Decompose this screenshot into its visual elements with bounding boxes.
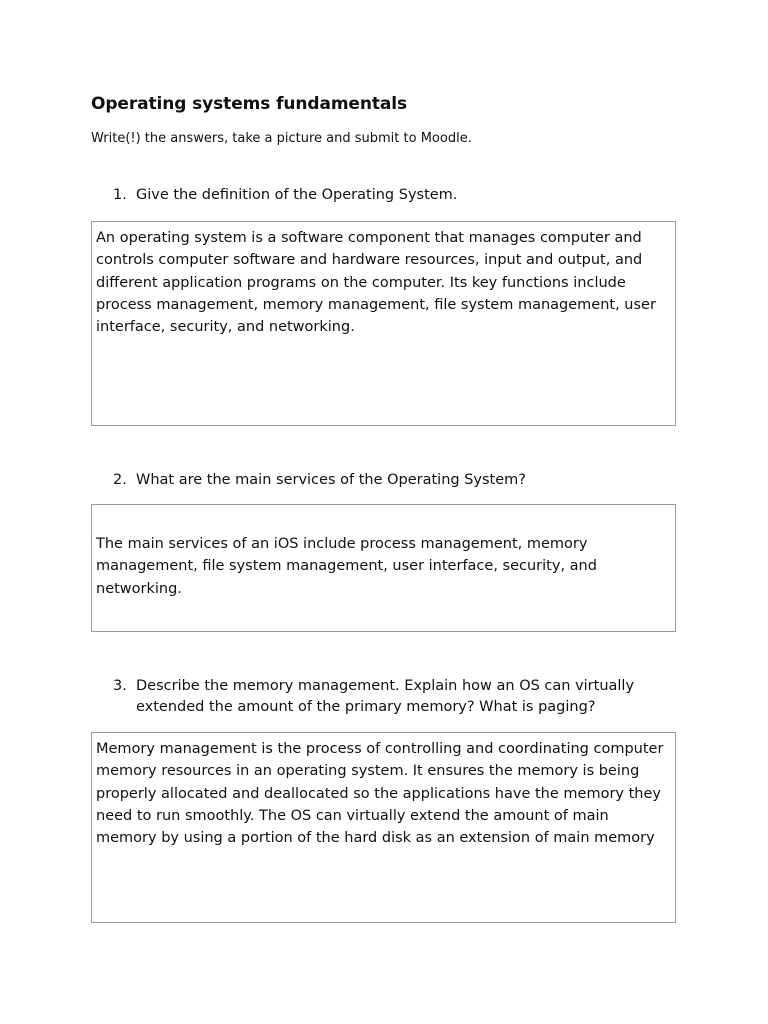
answer-box-1: An operating system is a software component that manages computer and controls computer software and hardware resources, input and output, and different application programs on the computer. Its key functions include process management, memory management, file system management, user interface, security, and networking. xyxy=(91,221,676,426)
instructions-text: Write(!) the answers, take a picture and submit to Moodle. xyxy=(91,131,472,146)
question-2 xyxy=(113,470,683,491)
question-number: 3. xyxy=(113,678,127,694)
question-text: What are the main services of the Operating System? xyxy=(136,472,526,488)
question-3 xyxy=(113,676,683,718)
question-text: Describe the memory management. Explain how an OS can virtually extended the amount of the primary memory? What is paging? xyxy=(136,678,635,715)
question-1 xyxy=(113,185,683,206)
answer-box-3: Memory management is the process of controlling and coordinating computer memory resources in an operating system. It ensures the memory is being properly allocated and deallocated so the applications have the memory they need to run smoothly. The OS can virtually extend the amount of main memory by using a portion of the hard disk as an extension of main memory xyxy=(91,732,676,923)
question-number: 1. xyxy=(113,187,127,203)
question-number: 2. xyxy=(113,472,127,488)
question-text: Give the definition of the Operating System. xyxy=(136,187,458,203)
document-title: Operating systems fundamentals xyxy=(91,94,408,114)
answer-box-2: The main services of an iOS include process management, memory management, file system management, user interface, security, and networking. xyxy=(91,504,676,632)
